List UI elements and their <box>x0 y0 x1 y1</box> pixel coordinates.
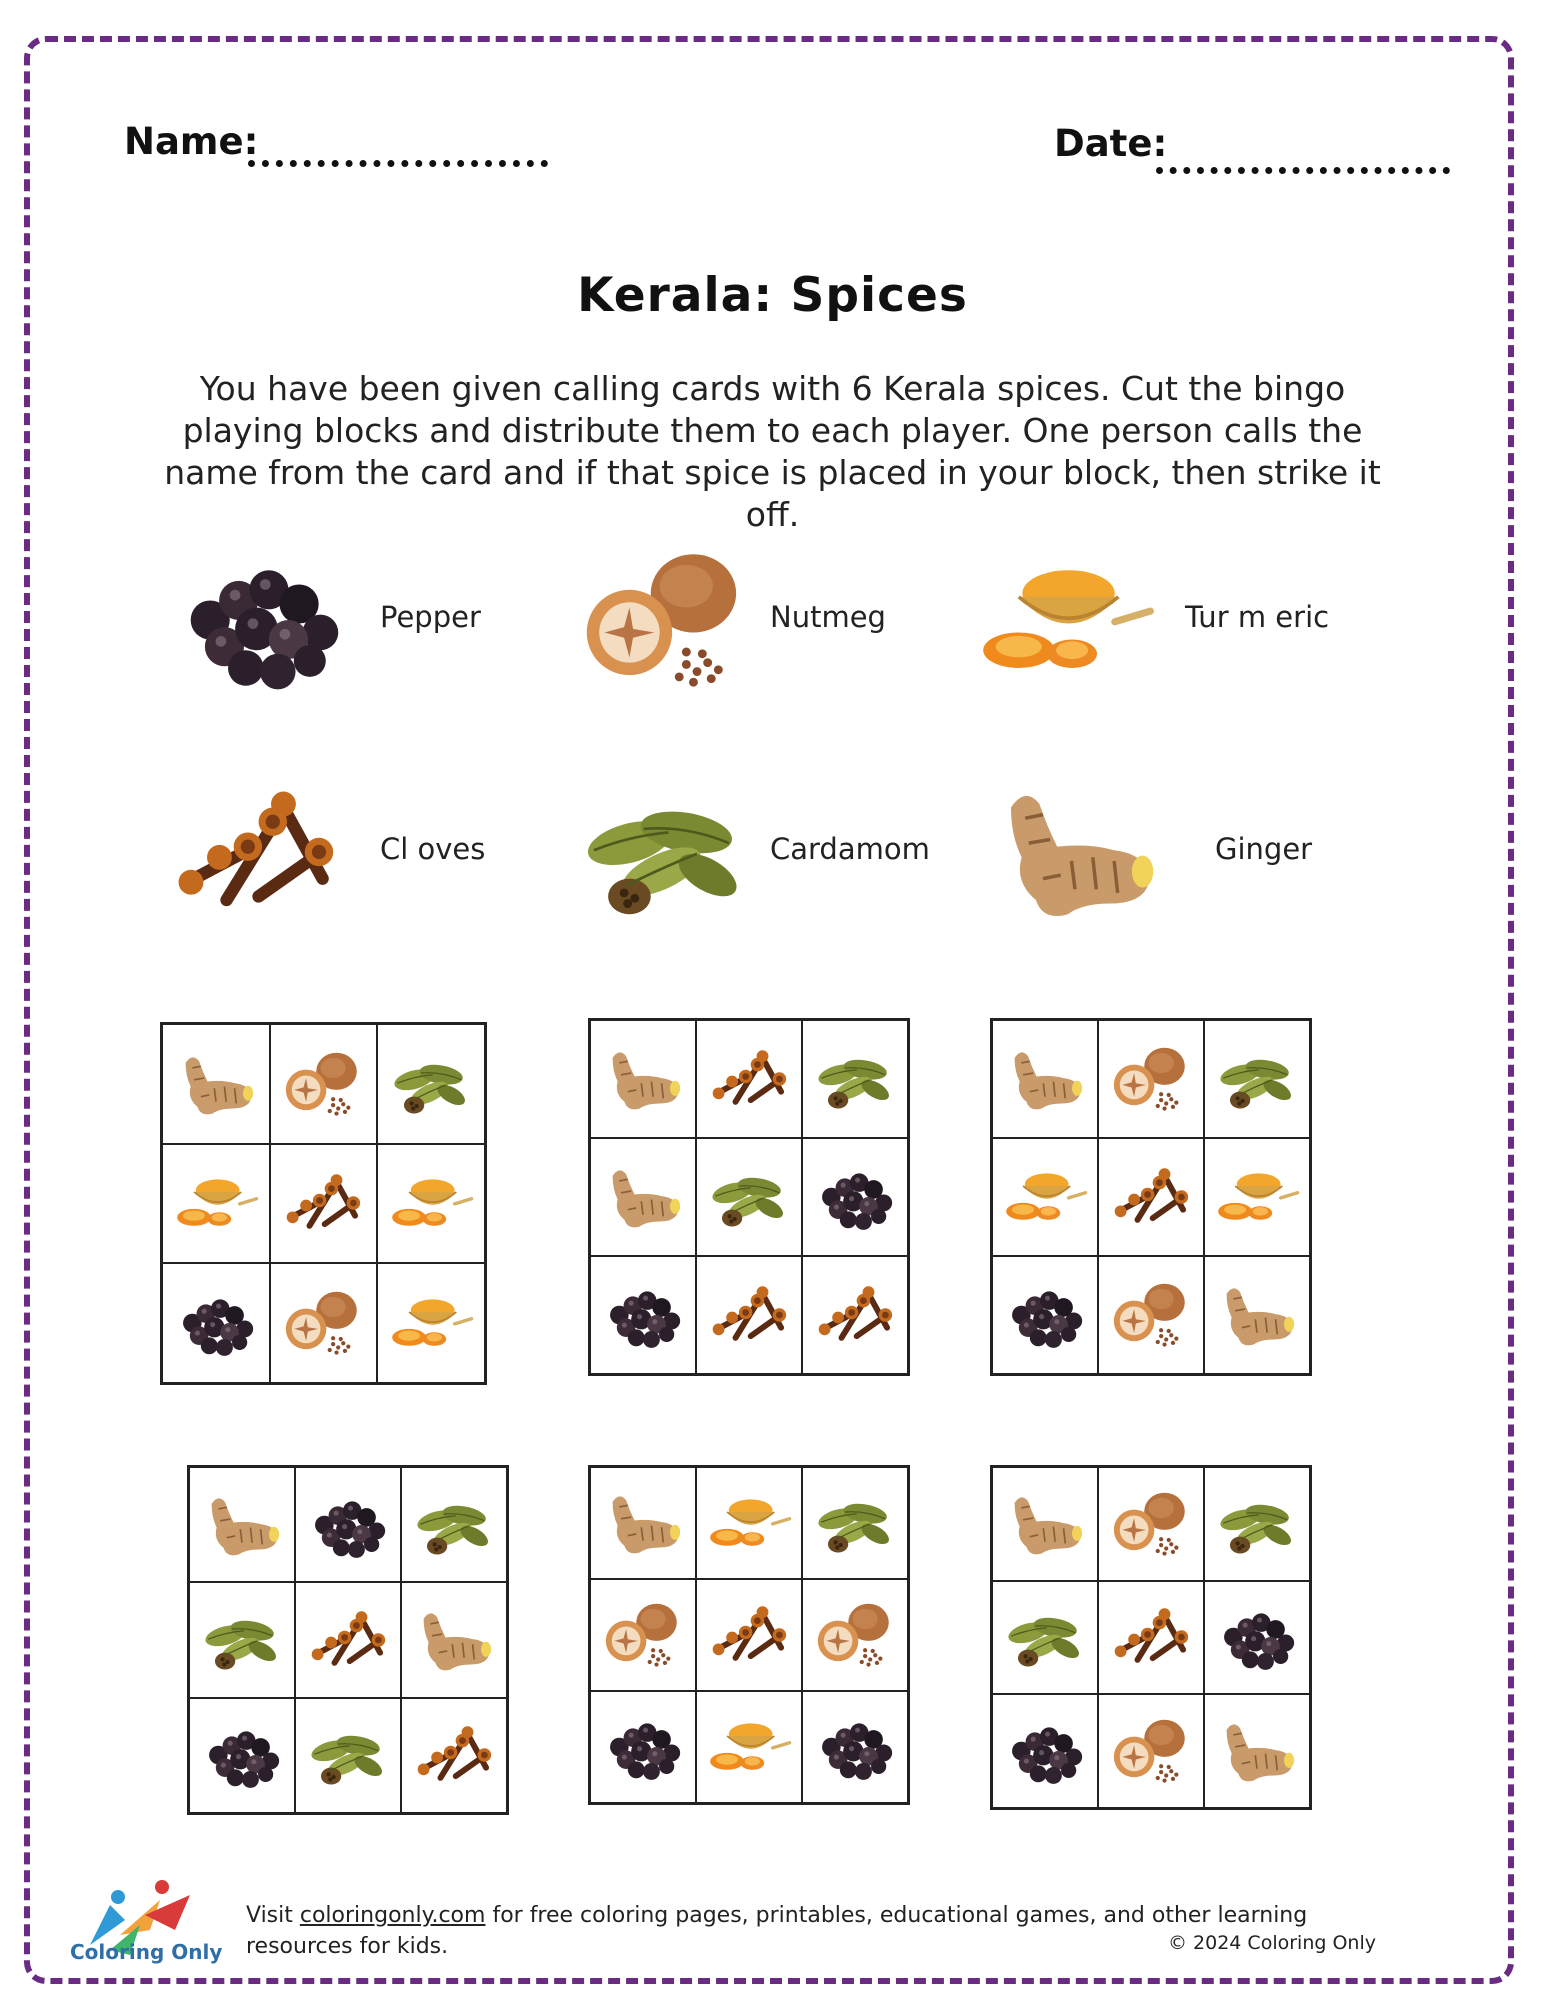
bingo-cell-pepper[interactable] <box>162 1263 270 1383</box>
pepper-icon <box>305 1487 391 1563</box>
ginger-icon <box>173 1046 259 1122</box>
bingo-cell-turmeric[interactable] <box>992 1138 1098 1256</box>
pepper-icon <box>1002 1713 1088 1789</box>
nutmeg-icon <box>600 1597 686 1673</box>
cardamom-icon <box>1002 1599 1088 1675</box>
ginger-icon <box>1002 1486 1088 1562</box>
cloves-icon <box>706 1597 792 1673</box>
bingo-cell-cloves[interactable] <box>1098 1581 1204 1695</box>
turmeric-icon <box>1214 1159 1300 1235</box>
pepper-icon <box>600 1709 686 1785</box>
bingo-cell-pepper[interactable] <box>189 1698 295 1813</box>
bingo-cell-cardamom[interactable] <box>401 1467 507 1582</box>
cloves-icon <box>411 1717 497 1793</box>
cardamom-icon <box>706 1159 792 1235</box>
bingo-cell-pepper[interactable] <box>1204 1581 1310 1695</box>
logo-text: Coloring Only <box>70 1940 223 1964</box>
bingo-cell-cardamom[interactable] <box>802 1020 908 1138</box>
cardamom-icon <box>388 1046 474 1122</box>
bingo-cell-pepper[interactable] <box>992 1694 1098 1808</box>
cloves-icon <box>1108 1159 1194 1235</box>
calling-card-nutmeg <box>575 540 975 700</box>
footer-site-link[interactable]: coloringonly.com <box>299 1903 486 1928</box>
calling-card-ginger <box>985 772 1385 932</box>
pepper-icon <box>600 1277 686 1353</box>
bingo-cell-nutmeg[interactable] <box>1098 1694 1204 1808</box>
cardamom-icon <box>305 1717 391 1793</box>
bingo-cell-cloves[interactable] <box>270 1144 378 1264</box>
cloves-icon <box>812 1277 898 1353</box>
calling-card-label: Tur m eric <box>1185 600 1330 634</box>
bingo-cell-ginger[interactable] <box>401 1582 507 1697</box>
nutmeg-icon <box>1108 1486 1194 1562</box>
date-blank-line[interactable] <box>1156 167 1450 174</box>
turmeric-icon <box>388 1165 474 1241</box>
turmeric-icon <box>706 1709 792 1785</box>
bingo-cell-cloves[interactable] <box>401 1698 507 1813</box>
turmeric-icon <box>1002 1159 1088 1235</box>
copyright: © 2024 Coloring Only <box>1168 1932 1376 1954</box>
bingo-block-1[interactable] <box>160 1022 487 1385</box>
ginger-icon <box>411 1602 497 1678</box>
bingo-block-4[interactable] <box>187 1465 509 1815</box>
turmeric-icon <box>173 1165 259 1241</box>
bingo-cell-turmeric[interactable] <box>377 1263 485 1383</box>
bingo-cell-nutmeg[interactable] <box>1098 1467 1204 1581</box>
nutmeg-icon <box>1108 1041 1194 1117</box>
nutmeg-icon <box>280 1046 366 1122</box>
bingo-cell-cardamom[interactable] <box>295 1698 401 1813</box>
cloves-icon <box>706 1277 792 1353</box>
calling-card-cardamom <box>575 772 975 932</box>
nutmeg-icon <box>575 540 755 700</box>
ginger-icon <box>600 1485 686 1561</box>
bingo-cell-cardamom[interactable] <box>696 1138 802 1256</box>
footer-visit-prefix: Visit <box>246 1903 300 1928</box>
bingo-cell-nutmeg[interactable] <box>1098 1020 1204 1138</box>
calling-card-label: Ginger <box>1215 832 1313 866</box>
name-blank-line[interactable] <box>248 160 548 167</box>
bingo-cell-ginger[interactable] <box>590 1467 696 1579</box>
pepper-icon <box>1214 1599 1300 1675</box>
ginger-icon <box>985 772 1165 932</box>
bingo-cell-cardamom[interactable] <box>992 1581 1098 1695</box>
bingo-cell-ginger[interactable] <box>162 1024 270 1144</box>
turmeric-icon <box>706 1485 792 1561</box>
cardamom-icon <box>1214 1041 1300 1117</box>
cardamom-icon <box>812 1485 898 1561</box>
bingo-cell-pepper[interactable] <box>992 1256 1098 1374</box>
bingo-cell-cloves[interactable] <box>295 1582 401 1697</box>
ginger-icon <box>199 1487 285 1563</box>
calling-card-label: Cardamom <box>770 832 930 866</box>
cloves-icon <box>706 1041 792 1117</box>
bingo-block-5[interactable] <box>588 1465 910 1805</box>
page-title: Kerala: Spices <box>577 268 968 323</box>
bingo-cell-cloves[interactable] <box>1098 1138 1204 1256</box>
calling-card-label: Cl oves <box>380 832 486 866</box>
bingo-block-2[interactable] <box>588 1018 910 1376</box>
pepper-icon <box>173 1285 259 1361</box>
bingo-cell-turmeric[interactable] <box>696 1467 802 1579</box>
ginger-icon <box>600 1041 686 1117</box>
bingo-cell-cloves[interactable] <box>696 1579 802 1691</box>
bingo-cell-pepper[interactable] <box>590 1691 696 1803</box>
ginger-icon <box>1214 1713 1300 1789</box>
name-label: Name: <box>124 120 259 163</box>
bingo-block-3[interactable] <box>990 1018 1312 1376</box>
bingo-cell-ginger[interactable] <box>590 1020 696 1138</box>
cloves-icon <box>280 1165 366 1241</box>
bingo-cell-cloves[interactable] <box>696 1020 802 1138</box>
calling-card-pepper <box>170 540 570 700</box>
calling-card-turmeric <box>975 540 1375 700</box>
nutmeg-icon <box>280 1285 366 1361</box>
nutmeg-icon <box>1108 1713 1194 1789</box>
bingo-cell-cloves[interactable] <box>696 1256 802 1374</box>
bingo-cell-cardamom[interactable] <box>1204 1020 1310 1138</box>
instructions-text: You have been given calling cards with 6 Kerala spices. Cut the bingo playing blocks and distribute them to each player. One person calls the name from the card and if that spice is placed in your block, then strike it off. <box>164 369 1381 534</box>
cardamom-icon <box>575 772 755 932</box>
ginger-icon <box>1002 1041 1088 1117</box>
bingo-cell-ginger[interactable] <box>1204 1694 1310 1808</box>
bingo-cell-ginger[interactable] <box>1204 1256 1310 1374</box>
bingo-cell-nutmeg[interactable] <box>270 1024 378 1144</box>
cardamom-icon <box>411 1487 497 1563</box>
footer-visit-suffix: for free coloring pages, printables, educational games, and other learning resources for kids. <box>246 1903 1308 1959</box>
ginger-icon <box>600 1159 686 1235</box>
bingo-cell-pepper[interactable] <box>802 1691 908 1803</box>
bingo-cell-pepper[interactable] <box>802 1138 908 1256</box>
cardamom-icon <box>812 1041 898 1117</box>
calling-card-cloves <box>165 772 565 932</box>
bingo-cell-turmeric[interactable] <box>377 1144 485 1264</box>
bingo-cell-pepper[interactable] <box>295 1467 401 1582</box>
pepper-icon <box>199 1717 285 1793</box>
nutmeg-icon <box>1108 1277 1194 1353</box>
bingo-cell-ginger[interactable] <box>590 1138 696 1256</box>
cloves-icon <box>165 772 345 932</box>
ginger-icon <box>1214 1277 1300 1353</box>
bingo-cell-pepper[interactable] <box>590 1256 696 1374</box>
bingo-cell-nutmeg[interactable] <box>590 1579 696 1691</box>
bingo-cell-cardamom[interactable] <box>1204 1467 1310 1581</box>
bingo-cell-ginger[interactable] <box>992 1467 1098 1581</box>
cloves-icon <box>1108 1599 1194 1675</box>
nutmeg-icon <box>812 1597 898 1673</box>
bingo-cell-ginger[interactable] <box>992 1020 1098 1138</box>
cardamom-icon <box>1214 1486 1300 1562</box>
bingo-cell-nutmeg[interactable] <box>802 1579 908 1691</box>
cardamom-icon <box>199 1602 285 1678</box>
bingo-cell-nutmeg[interactable] <box>1098 1256 1204 1374</box>
pepper-icon <box>812 1159 898 1235</box>
bingo-block-6[interactable] <box>990 1465 1312 1810</box>
date-label: Date: <box>1054 122 1168 165</box>
bingo-cell-turmeric[interactable] <box>162 1144 270 1264</box>
calling-card-label: Nutmeg <box>770 600 886 634</box>
bingo-cell-cardamom[interactable] <box>377 1024 485 1144</box>
bingo-cell-ginger[interactable] <box>189 1467 295 1582</box>
turmeric-icon <box>388 1285 474 1361</box>
bingo-cell-cardamom[interactable] <box>189 1582 295 1697</box>
pepper-icon <box>812 1709 898 1785</box>
cloves-icon <box>305 1602 391 1678</box>
calling-card-label: Pepper <box>380 600 481 634</box>
bingo-cell-turmeric[interactable] <box>696 1691 802 1803</box>
pepper-icon <box>170 540 350 700</box>
pepper-icon <box>1002 1277 1088 1353</box>
turmeric-icon <box>975 540 1155 700</box>
bingo-cell-cardamom[interactable] <box>802 1467 908 1579</box>
bingo-cell-turmeric[interactable] <box>1204 1138 1310 1256</box>
bingo-cell-nutmeg[interactable] <box>270 1263 378 1383</box>
bingo-cell-cloves[interactable] <box>802 1256 908 1374</box>
